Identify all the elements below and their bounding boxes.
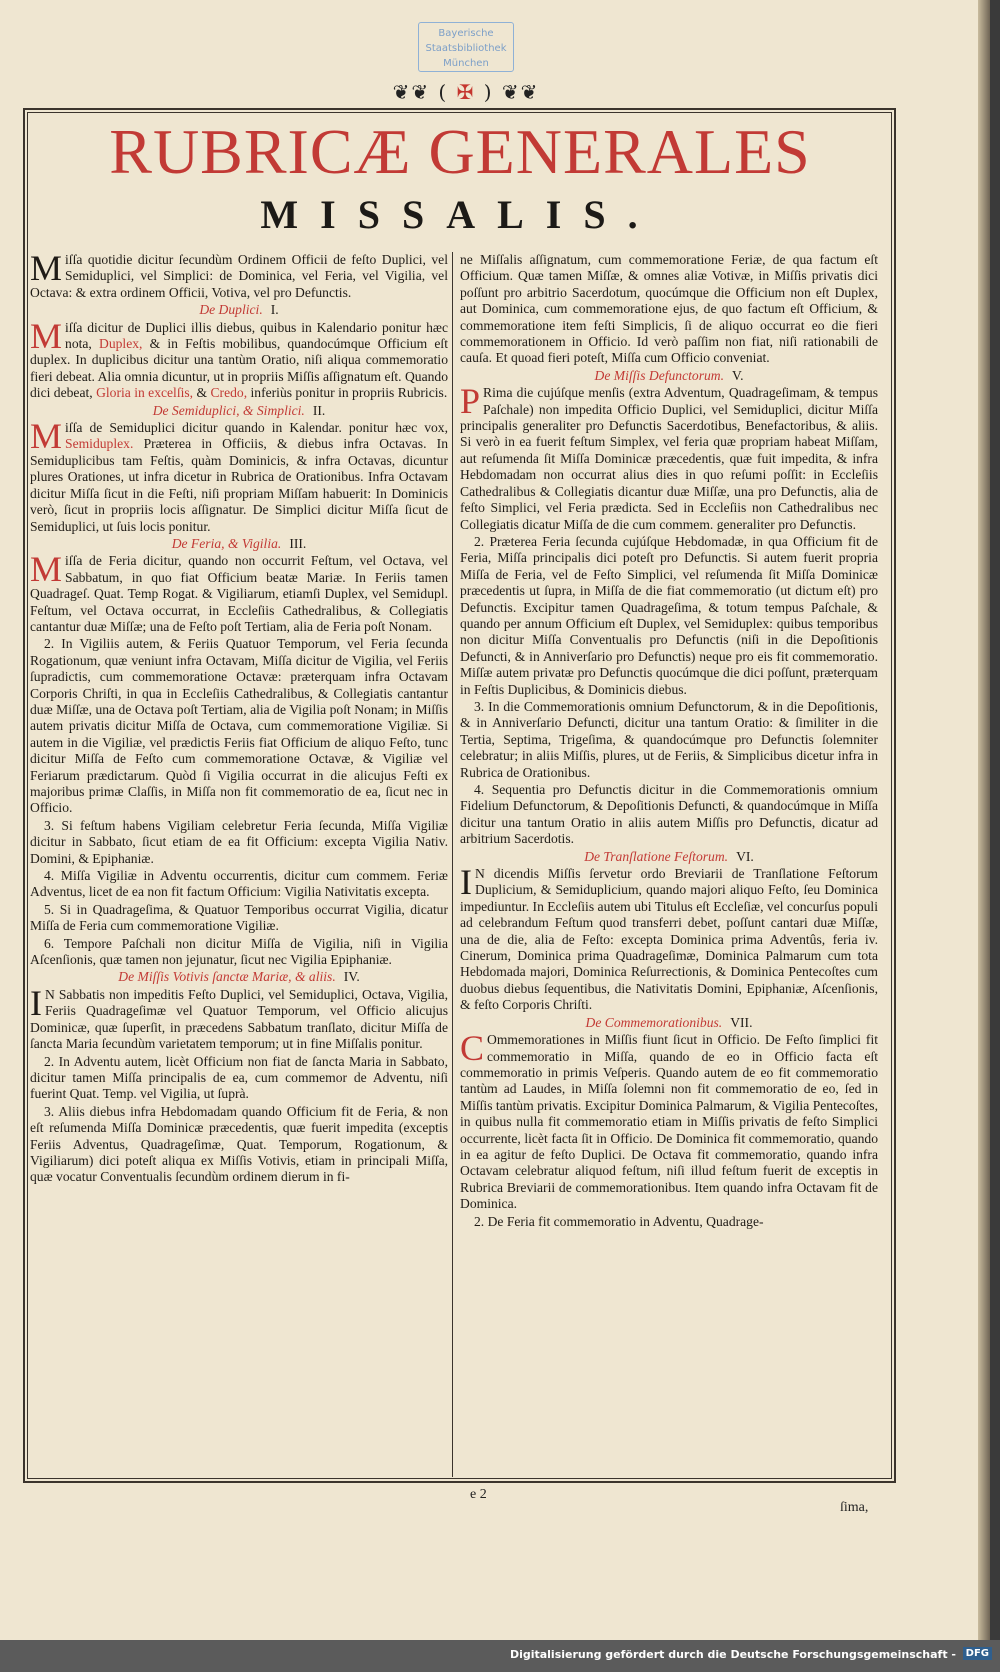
- text: N Sabbatis non impeditis Feſto Duplici, vel Semiduplici, Octava, Vigilia, Feriis Quadrageſimæ vel Quatuor Temporum, vel Officio alicujus Dominicæ, quæ ſuperſit, in præcedens Sabbatum tranſlato, dicitur Miſſa de ſancta Maria ſecundùm varietatem temporum; ut in fine Miſſalis ponitur.: [30, 986, 448, 1052]
- section-5-paragraph-4: 4. Sequentia pro Defunctis dicitur in die Commemorationis omnium Fidelium Defunctorum, & Depoſitionis Defuncti, & quandocúmque in Miſſa dicitur una tantum Oratio in aliis autem Miſſis pro Defunctis, dicatur ad arbitrium Sacerdotis.: [460, 782, 878, 847]
- section-3-paragraph-2: 2. In Vigiliis autem, & Feriis Quatuor Temporum, vel Feria ſecunda Rogationum, quæ veniunt infra Octavam, Miſſa dicitur de Vigilia, vel Feriis ſupradictis, cum commemoratione Octavæ: præterquam infra Octavam Corporis Chriſti, in qua in Eccleſiis Cathedralibus, & Collegiatis cantantur duæ Miſſæ, una de Octava poſt Tertiam, alia de Vigilia poſt Nonam; in Miſſis autem privatis dicitur Miſſa de Octava, cum commemoratione Vigiliæ. Si autem in die Vigiliæ, vel prædictis Feriis fiat Officium de aliquo Feſto, tunc dicitur Miſſa de Feſto cum commemoratione Octavæ, & Vigiliæ vel Feriarum prædictarum. Quòd ſi Vigilia occurrat in die alicujus Feſti ex majoribus primæ Claſſis, in Miſſa non fit commemoratio de ea, ſicut nec in Officio.: [30, 636, 448, 816]
- section-3-paragraph-4: 4. Miſſa Vigiliæ in Adventu occurrentis, dicitur cum commem. Feriæ Adventus, licet de ea non fit factum Officium: Vigilia Nativitatis excepta.: [30, 868, 448, 900]
- section-1-paragraph: [30, 315, 448, 402]
- section-5-paragraph-2: 2. Præterea Feria ſecunda cujúſque Hebdomadæ, in qua Officium fit de Feria, Miſſa principalis dici poteſt pro Defunctis. Si autem fuerit propria Miſſa de Feria, vel de Feſto Simplici, vel reſumenda ſit Miſſa Dominicæ præcedentis ut ſupra, in Miſſa de die fiat commemoratio (ut dictum eſt) pro Defunctis. Excipitur tamen Quadrageſima, & totum tempus Paſchale, & quando per annum Officium eſt Duplex, vel Semiduplex: quibus temporibus non dicitur Miſſa Conventualis pro Defunctis (niſi in die Depoſitionis Defuncti, & in Anniverſario pro Defunctis) neque pro eis fit commemoratio. Miſſæ autem privatæ pro Defunctis quocúmque die dici poſſunt, præterquam in Feſtis Duplicibus, & Dominicis diebus.: [460, 533, 878, 697]
- stamp-line-2: Staatsbibliothek: [425, 43, 507, 54]
- section-title: De Duplici.: [199, 302, 263, 318]
- continuation-paragraph: ne Miſſalis aſſignatum, cum commemoratione Feriæ, de qua factum eſt Officium. Quæ tamen Miſſæ, & omnes aliæ Votivæ, in Miſſis privatis dici poſſunt pro arbitrio Sacerdotum, quocúmque die Officium non eſt Duplex, aut Dominica, cum commemoratione ejus, de quo factum eſt Officium, & commemoratione item feſti Simplicis, ſi de aliquo occurrat eo die fieri commemorationem in Officio. Id verò paſſim non fiat, niſi rationabili de cauſa. Et quoad fieri poteſt, Miſſa cum Officio conveniat.: [460, 252, 878, 366]
- section-5-paragraph-3: 3. In die Commemorationis omnium Defunctorum, & in die Depoſitionis, & in Anniverſario Defuncti, dicitur una tantum Oratio: & ſimiliter in die Tertia, Septima, Trigeſima, & quandocúmque pro Defunctis ſolemniter celebratur; in aliis Miſſis, plures, ut de Feriis, & Simplicibus dicetur infra in Rubrica de Orationibus.: [460, 698, 878, 780]
- section-number: VI.: [736, 848, 754, 864]
- section-7-paragraph-2: 2. De Feria fit commemoratio in Adventu, Quadrage-: [474, 1213, 764, 1229]
- stamp-line-1: Bayerische: [438, 28, 494, 39]
- section-heading-7: [460, 1015, 878, 1031]
- right-column: [460, 252, 878, 1477]
- section-3-paragraph-6: 6. Tempore Paſchali non dicitur Miſſa de Vigilia, niſi in Vigilia Aſcenſionis, quæ tamen non jejunatur, ſicut nec Vigilia Epiphaniæ.: [30, 935, 448, 968]
- section-title: De Semiduplici, & Simplici.: [152, 402, 305, 418]
- drop-cap: M: [30, 549, 63, 590]
- catchword: ſima,: [840, 1500, 869, 1515]
- section-heading-2: [30, 403, 448, 419]
- section-6-paragraph-1: [460, 862, 878, 1014]
- section-3-paragraph-5: 5. Si in Quadrageſima, & Quatuor Temporibus occurrat Vigilia, dicatur Miſſa de Feria cum commemoratione Vigiliæ.: [30, 901, 448, 934]
- drop-cap: I: [30, 982, 42, 1023]
- intro-text: iſſa quotidie dicitur ſecundùm Ordinem Officii de feſto Duplici, vel Semiduplici, vel Simplici: de Dominica, vel Feria, vel Vigilia, vel Octava: & extra ordinem Officii, Votiva, vel pro Defunctis.: [30, 252, 448, 300]
- section-3-paragraph-1: [30, 549, 448, 635]
- text: iſſa dicitur de Duplici illis diebus, quibus in Kalendario ponitur hæc nota,: [65, 319, 448, 352]
- header-ornament: [356, 80, 576, 106]
- sub-title: MISSALIS.: [260, 192, 660, 237]
- section-number: V.: [732, 367, 744, 383]
- text: & in Feſtis mobilibus, quandocúmque Officium eſt duplex. In duplicibus dicitur una tantùm Oratio, niſi aliqua commemoratio fieri debeat. Alia omnia dicuntur, ut in propriis Miſſis aſſignatum eſt. Quando dici debeat,: [30, 336, 448, 401]
- section-title: De Feria, & Vigilia.: [171, 535, 282, 551]
- text: Rima die cujúſque menſis (extra Adventum, Quadrageſimam, & tempus Paſchale) non impedita Officio Duplici, vel Semiduplici, dicitur Miſſa principalis generaliter pro Defunctis Sacerdotibus, Benefactoribus, & aliis. Si verò in ea fuerit feſtum Simplex, vel feria quæ propriam habeat Miſſam, aut reſumenda ſit Miſſa Dominicæ præcedentis, quæ fuit impedita, & infra Hebdomadam non occurrat alius dies in quo reſumi poſſit: in Eccleſiis Cathedralibus & Collegiatis dicantur duæ Miſſæ, una pro Defunctis, alia de feſto Simplici, vel Feria prædicta. Sed in Eccleſiis non Cathedralibus nec Collegiatis dicatur Miſſa de die cum commem. generaliter pro Defunctis.: [460, 385, 878, 532]
- rubric-text: Duplex,: [99, 336, 143, 352]
- section-number: III.: [289, 535, 307, 551]
- drop-cap: I: [460, 862, 472, 903]
- signature-mark: e 2: [470, 1487, 487, 1502]
- text: iſſa de Feria dicitur, quando non occurrit Feſtum, vel Octava, vel Sabbatum, in quo fiat Officium beatæ Mariæ. In Feriis tamen Quadrageſ. Quat. Temp Rogat. & Vigiliarum, etiamſi Duplex, vel Semidupl. Feſtum, vel Octava occurrat, in Eccleſiis Cathedralibus, & Collegiatis cantantur duæ Miſſæ; una de Feſto poſt Tertiam, alia de Feria poſt Nonam.: [30, 553, 448, 634]
- rubric-text: Credo,: [210, 385, 248, 401]
- text: N dicendis Miſſis ſervetur ordo Breviarii de Tranſlatione Feſtorum Duplicium, & Semiduplicium, quando majori aliquo Feſto, ſeu Dominica impediuntur. In Eccleſiis autem ubi Titulus eſt Eccleſiæ, vel concurſus populi ad celebrandum Feſtum quod transferri debet, poſſunt cantari duæ Miſſæ, una de die, alia de Feſto: excepta Dominica prima Adventûs, feria iv. Cinerum, Dominica prima Quadrageſimæ, Dominica Palmarum cum tota Hebdomada majori, Dominica Reſurrectionis, & Dominica Pentecoſtes cum duobus diebus ſequentibus, die Nativitatis Domini, Epiphaniæ, Aſcenſionis, & feſto Corporis Chriſti.: [460, 866, 878, 1013]
- ornament-right: ) ❦❦: [483, 80, 540, 104]
- section-title: De Commemorationibus.: [585, 1014, 723, 1030]
- section-heading-5: [460, 368, 878, 384]
- intro-paragraph: [30, 252, 448, 301]
- drop-cap: M: [30, 416, 63, 457]
- digitization-bar: [0, 1640, 1000, 1672]
- library-stamp: [418, 22, 514, 72]
- drop-cap: C: [460, 1028, 485, 1069]
- drop-cap: P: [460, 381, 481, 422]
- page-edge: [978, 0, 990, 1640]
- rubric-text: Semiduplex.: [65, 436, 134, 452]
- section-number: VII.: [730, 1014, 753, 1030]
- section-title: De Tranſlatione Feſtorum.: [584, 848, 729, 864]
- section-title: De Miſſis Defunctorum.: [594, 367, 725, 383]
- section-2-paragraph: [30, 416, 448, 535]
- section-heading-6: [460, 849, 878, 865]
- section-number: I.: [270, 302, 279, 318]
- text: inferiùs ponitur in propriis Rubricis.: [250, 385, 448, 401]
- column-divider: [452, 252, 453, 1477]
- text: Præterea in Officiis, & diebus infra Octavas. In Semiduplicibus tam Feſtis, quàm Dominicis, & infra Octavas, dicuntur plures Orationes, ut infra dicetur in Rubrica de Orationibus. Infra Octavam dicitur Miſſa ſicut in die Feſti, niſi propriam Miſſam habuerit: In Dominicis verò, ſicut in propriis locis aſſignatur. De Simplici dicitur Miſſa ſicut de Semiduplici, ut ſuis locis ponitur.: [30, 436, 448, 534]
- section-4-paragraph-3: 3. Aliis diebus infra Hebdomadam quando Officium fit de Feria, & non eſt reſumenda Miſſa Dominicæ præcedentis, quæ fuerit impedita (exceptis Feriis Adventus, Quadrageſimæ, Quat. Temporum, Rogationum, & Vigiliarum) dici poteſt aliqua ex Miſſis Votivis, etiam in principali Miſſa, quæ vocatur Conventualis ſecundùm ordinem dierum in fi-: [30, 1103, 448, 1185]
- section-heading-4: [30, 969, 448, 985]
- section-number: IV.: [343, 969, 360, 985]
- section-title: De Miſſis Votivis ſanctæ Mariæ, & aliis.: [118, 969, 336, 985]
- text: Ommemorationes in Miſſis fiunt ſicut in Officio. De Feſto ſimplici fit commemoratio in Miſſa, quando de eo in Officio facta eſt commemoratio in primis Veſperis. Quando autem de eo fit commemoratio tantùm ad Laudes, in Miſſa ſolemni non fit commemoratio de eo, ſed in Miſſis tantùm privatis. Excipitur Dominica Palmarum, & Vigilia Pentecoſtes, in quibus nulla fit commemoratio etiam in Miſſis privatis de feſto Simplici occurrente, licèt facta ſit in Officio. De Dominica fit commemoratio, quando in ea agitur de feſto Duplici. De Octava fit commemoratio, quando infra Octavam celebratur aliquod feſtum, niſi illud feſtum fuerit de exceptis in Rubrica Breviarii de commemorationibus. Item quando infra Octavam fit de Dominica.: [460, 1032, 878, 1212]
- text: &: [196, 385, 208, 401]
- main-title: RUBRICÆ GENERALES: [109, 116, 811, 187]
- drop-cap: M: [30, 252, 63, 288]
- section-heading-3: [30, 536, 448, 552]
- funding-credit: Digitalisierung gefördert durch die Deutsche Forschungsgemeinschaft -: [509, 1648, 956, 1661]
- section-4-paragraph-1: [30, 982, 448, 1053]
- drop-cap: M: [30, 315, 63, 356]
- rubric-text: Gloria in excelſis,: [96, 385, 194, 401]
- section-heading-1: [30, 302, 448, 318]
- stamp-line-3: München: [443, 58, 489, 69]
- dfg-logo: DFG: [963, 1647, 992, 1660]
- ornament-left: ❦❦ (: [392, 80, 449, 104]
- section-4-paragraph-2: 2. In Adventu autem, licèt Officium non fiat de ſancta Maria in Sabbato, dicitur tamen Miſſa principalis de ea, cum commemor de Adventu, niſi fuerint Quat. Temp. vel Vigilia, ut ſuprà.: [30, 1053, 448, 1102]
- section-7-paragraph-1: [460, 1028, 878, 1212]
- cross-icon: ✠: [456, 80, 476, 104]
- text: iſſa de Semiduplici dicitur quando in Kalendar. ponitur hæc vox,: [65, 420, 448, 436]
- left-column: [30, 252, 448, 1477]
- section-3-paragraph-3: 3. Si feſtum habens Vigiliam celebretur Feria ſecunda, Miſſa Vigiliæ dicitur in Sabbato, ſicut etiam de ea fit Officium: excepta Vigilia Nativ. Domini, & Epiphaniæ.: [30, 817, 448, 866]
- section-number: II.: [312, 402, 326, 418]
- section-5-paragraph-1: [460, 381, 878, 533]
